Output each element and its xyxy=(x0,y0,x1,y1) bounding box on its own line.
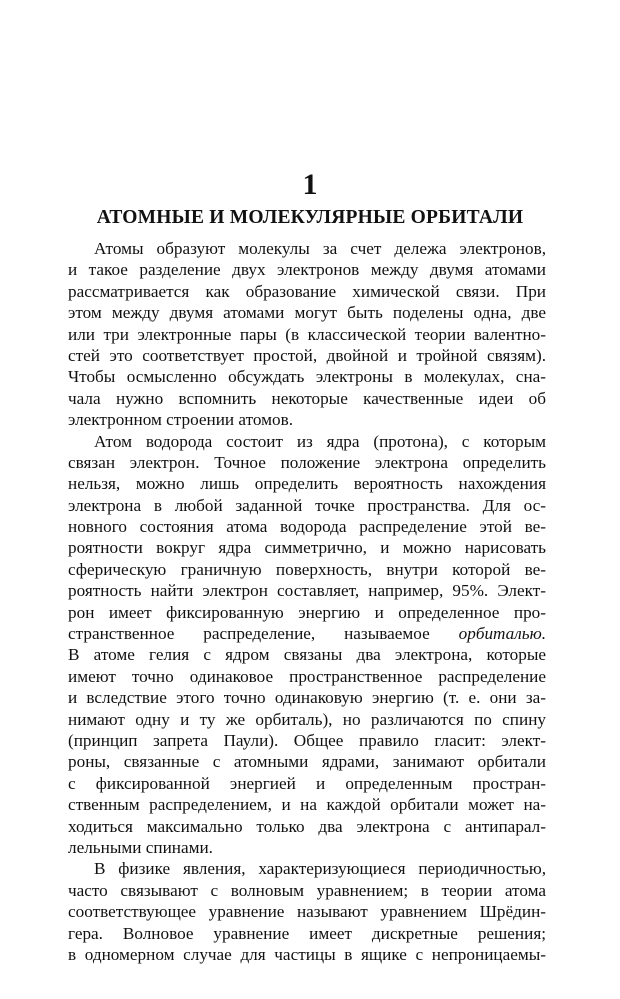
text-line: или три электронные пары (в классической теории валентно- xyxy=(68,324,546,344)
chapter-body xyxy=(68,238,546,965)
text-line: и такое разделение двух электронов между двумя атомами xyxy=(68,260,546,280)
text-line: и вследствие этого точно одинаковую энергию (т. е. они за- xyxy=(68,688,546,708)
text-line: нимают одну и ту же орбиталь), но различаются по спину xyxy=(68,709,546,729)
text-line: рон имеет фиксированную энергию и определенное про- xyxy=(68,602,546,622)
text-segment: странственное распределение, называемое xyxy=(68,624,430,644)
text-line: в одномерном случае для частицы в ящике с непроницаемы- xyxy=(68,944,546,964)
text-line: электрона в любой заданной точке пространства. Для ос- xyxy=(68,495,546,515)
text-line: чала нужно вспомнить некоторые качественные идеи об xyxy=(68,388,546,408)
text-line: имеют точно одинаковое пространственное распределение xyxy=(68,666,546,686)
text-line: нельзя, можно лишь определить вероятность нахождения xyxy=(68,474,546,494)
text-line-with-term xyxy=(68,623,546,644)
text-line: Атом водорода состоит из ядра (протона), с которым xyxy=(94,431,546,451)
text-line: сферическую граничную поверхность, внутри которой ве- xyxy=(68,559,546,579)
text-line: рассматривается как образование химической связи. При xyxy=(68,281,546,301)
text-line: этом между двумя атомами могут быть поделены одна, две xyxy=(68,303,546,323)
text-line: роны, связанные с атомными ядрами, занимают орбитали xyxy=(68,752,546,772)
text-line: ходиться максимально только два электрона с антипарал- xyxy=(68,816,546,836)
text-line: часто связывают с волновым уравнением; в теории атома xyxy=(68,880,546,900)
chapter-title: АТОМНЫЕ И МОЛЕКУЛЯРНЫЕ ОРБИТАЛИ xyxy=(96,207,524,228)
text-line: связан электрон. Точное положение электрона определить xyxy=(68,452,546,472)
text-line: гера. Волновое уравнение имеет дискретные решения; xyxy=(68,923,546,943)
text-line: В физике явления, характеризующиеся периодичностью, xyxy=(94,859,546,879)
italic-term: орбиталью. xyxy=(458,624,546,644)
text-line: Атомы образуют молекулы за счет дележа электронов, xyxy=(94,239,546,258)
text-line: роятности вокруг ядра симметрично, и можно нарисовать xyxy=(68,538,546,558)
text-line: В атоме гелия с ядром связаны два электрона, которые xyxy=(68,645,546,665)
text-line: ственным распределением, и на каждой орбитали может на- xyxy=(68,795,546,815)
text-line: стей это соответствует простой, двойной и тройной связям). xyxy=(68,345,546,365)
text-line: с фиксированной энергией и определенным простран- xyxy=(68,773,546,793)
text-line: роятность найти электрон составляет, например, 95%. Элект- xyxy=(68,581,546,601)
text-line: лельными спинами. xyxy=(68,837,213,857)
chapter-number: 1 xyxy=(302,168,318,201)
text-line: электронном строении атомов. xyxy=(68,410,294,430)
text-line: соответствующее уравнение называют уравнением Шрёдин- xyxy=(68,902,546,922)
text-line: (принцип запрета Паули). Общее правило гласит: элект- xyxy=(68,730,546,750)
text-line: новного состояния атома водорода распределение этой ве- xyxy=(68,517,546,537)
text-line: Чтобы осмысленно обсуждать электроны в молекулах, сна- xyxy=(68,367,546,387)
